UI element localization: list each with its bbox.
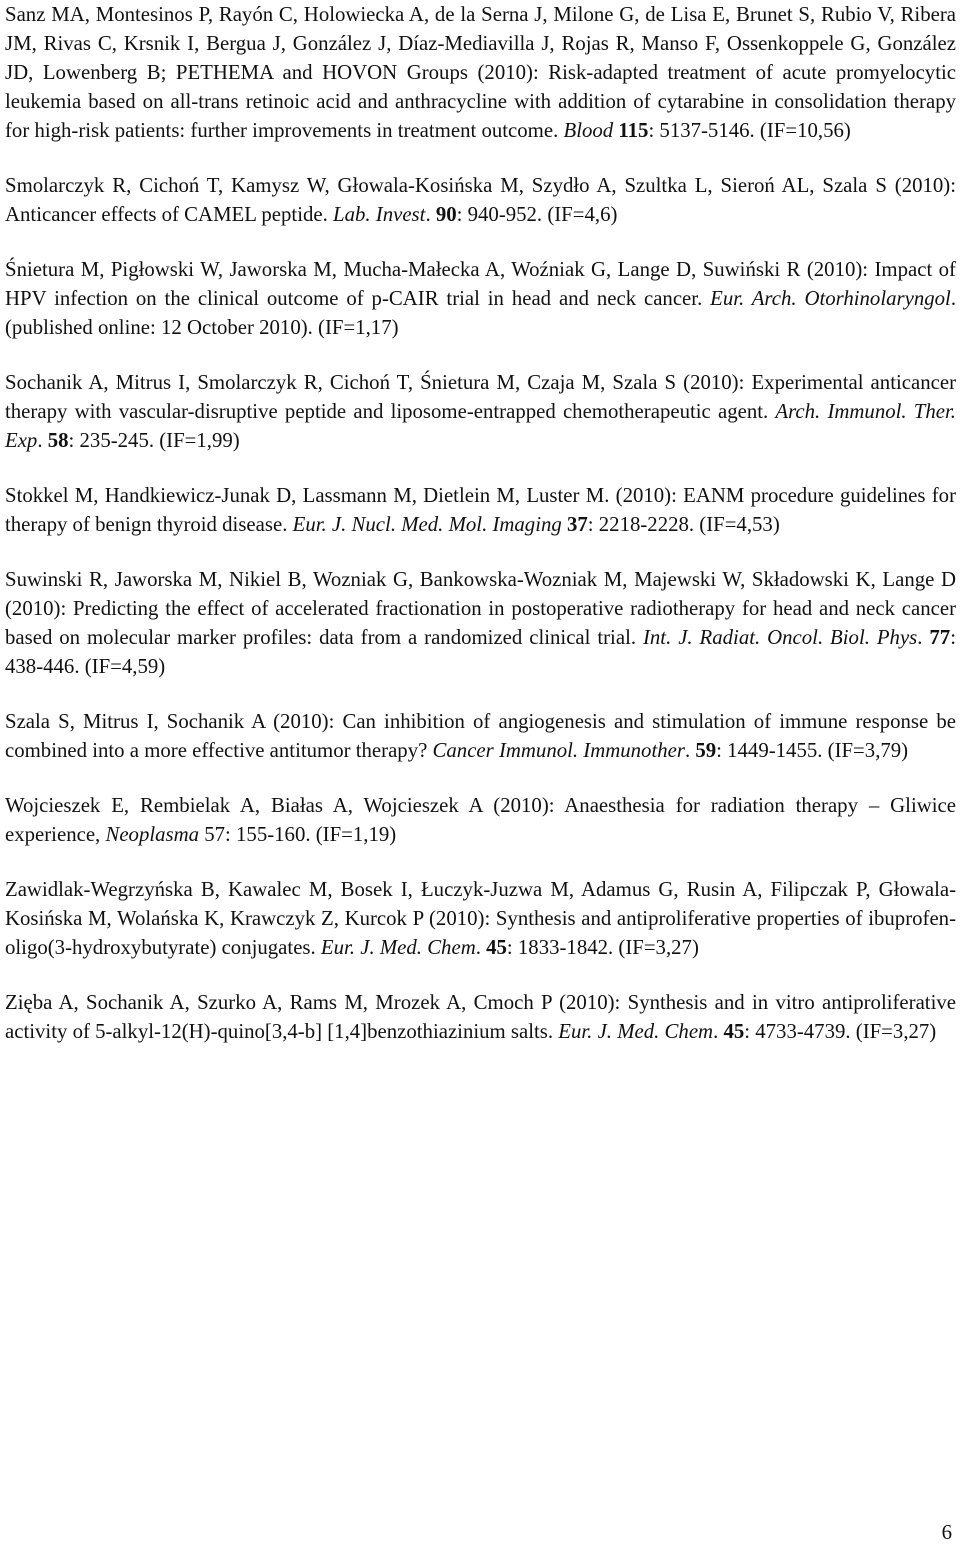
reference-text: Śnietura M, Pigłowski W, Jaworska M, Mucha-Małecka A, Woźniak G, Lange D, Suwiński R (2010): Impact of HPV infection on the clinical outcome of p-CAIR trial in head and neck cancer. <box>5 258 956 310</box>
reference-separator: . <box>684 739 696 762</box>
reference-text: Suwinski R, Jaworska M, Nikiel B, Wozniak G, Bankowska-Wozniak M, Majewski W, Składowski K, Lange D (2010): Predicting the effect of accelerated fractionation in postoperative radiotherapy for head and neck cancer based on molecular marker profiles: data from a randomized clinical trial. <box>5 568 956 649</box>
journal-name: Int. J. Radiat. Oncol. Biol. Phys <box>642 626 918 649</box>
reference-entry <box>5 0 956 145</box>
reference-pages: : 5137-5146. (IF=10,56) <box>648 119 851 142</box>
reference-separator: 57: 155-160. (IF=1,19) <box>199 823 397 846</box>
reference-entry <box>5 255 956 342</box>
volume-number: 59 <box>695 739 717 762</box>
journal-name: Blood <box>563 119 614 142</box>
reference-separator: . <box>917 626 930 649</box>
reference-pages: : 1833-1842. (IF=3,27) <box>506 936 699 959</box>
reference-entry <box>5 791 956 849</box>
reference-separator: . <box>37 429 48 452</box>
journal-name: Neoplasma <box>105 823 200 846</box>
reference-pages: : 235-245. (IF=1,99) <box>68 429 240 452</box>
reference-entry <box>5 565 956 681</box>
reference-pages: : 4733-4739. (IF=3,27) <box>744 1020 937 1043</box>
reference-separator: . <box>713 1020 724 1043</box>
volume-number: 90 <box>435 203 457 226</box>
reference-text: Wojcieszek E, Rembielak A, Białas A, Wojcieszek A (2010): Anaesthesia for radiation therapy – Gliwice experience, <box>5 794 956 846</box>
volume-number: 45 <box>723 1020 745 1043</box>
reference-pages: : 940-952. (IF=4,6) <box>456 203 618 226</box>
reference-list <box>5 0 956 1072</box>
journal-name: Eur. J. Med. Chem <box>320 936 476 959</box>
journal-name: Lab. Invest <box>333 203 426 226</box>
volume-number: 77 <box>929 626 951 649</box>
journal-name: Eur. J. Nucl. Med. Mol. Imaging <box>292 513 562 536</box>
reference-separator: . <box>475 936 487 959</box>
journal-name: Cancer Immunol. Immunother <box>432 739 685 762</box>
reference-pages: : 1449-1455. (IF=3,79) <box>716 739 909 762</box>
reference-text: Smolarczyk R, Cichoń T, Kamysz W, Głowala-Kosińska M, Szydło A, Szultka L, Sieroń AL, Szala S (2010): Anticancer effects of CAMEL peptide. <box>5 174 956 226</box>
reference-text: Stokkel M, Handkiewicz-Junak D, Lassmann M, Dietlein M, Luster M. (2010): EANM procedure guidelines for therapy of benign thyroid disease. <box>5 484 956 536</box>
reference-entry <box>5 707 956 765</box>
reference-text: Zięba A, Sochanik A, Szurko A, Rams M, Mrozek A, Cmoch P (2010): Synthesis and in vitro antiproliferative activity of 5-alkyl-12(H)-quino[3,4-b] [1,4]benzothiazinium salts. <box>5 991 956 1043</box>
reference-entry <box>5 368 956 455</box>
reference-pages: : 438-446. (IF=4,59) <box>5 626 956 678</box>
journal-name: Eur. J. Med. Chem <box>558 1020 714 1043</box>
reference-text: Sanz MA, Montesinos P, Rayón C, Holowiecka A, de la Serna J, Milone G, de Lisa E, Brunet S, Rubio V, Ribera JM, Rivas C, Krsnik I, Bergua J, González J, Díaz-Mediavilla J, Rojas R, Manso F, Ossenkoppele G, González JD, Lowenberg B; PETHEMA and HOVON Groups (2010): Risk-adapted treatment of acute promyelocytic leukemia based on all-trans retinoic acid and anthracycline with addition of cytarabine in consolidation therapy for high-risk patients: further improvements in treatment outcome. <box>5 3 956 142</box>
reference-entry <box>5 988 956 1046</box>
reference-entry <box>5 875 956 962</box>
reference-separator: . <box>425 203 436 226</box>
reference-pages: : 2218-2228. (IF=4,53) <box>587 513 780 536</box>
journal-name: Eur. Arch. Otorhinolaryngol <box>710 287 951 310</box>
volume-number: 37 <box>567 513 588 536</box>
reference-text: Zawidlak-Wegrzyńska B, Kawalec M, Bosek I, Łuczyk-Juzwa M, Adamus G, Rusin A, Filipczak P, Głowala-Kosińska M, Wolańska K, Krawczyk Z, Kurcok P (2010): Synthesis and antiproliferative properties of ibuprofen-oligo(3-hydroxybutyrate) conjugates. <box>5 878 956 959</box>
reference-text: Sochanik A, Mitrus I, Smolarczyk R, Cichoń T, Śnietura M, Czaja M, Szala S (2010): Experimental anticancer therapy with vascular-disruptive peptide and liposome-entrapped chemotherapeutic agent. <box>5 371 956 423</box>
reference-entry <box>5 171 956 229</box>
reference-entry <box>5 481 956 539</box>
reference-separator: . (published online: 12 October 2010). (IF=1,17) <box>5 287 957 339</box>
volume-number: 115 <box>618 119 649 142</box>
volume-number: 58 <box>47 429 69 452</box>
reference-text: Szala S, Mitrus I, Sochanik A (2010): Can inhibition of angiogenesis and stimulation of immune response be combined into a more effective antitumor therapy? <box>5 710 956 762</box>
page-number: 6 <box>941 1521 952 1544</box>
volume-number: 45 <box>486 936 507 959</box>
journal-name: Arch. Immunol. Ther. Exp <box>5 400 956 452</box>
